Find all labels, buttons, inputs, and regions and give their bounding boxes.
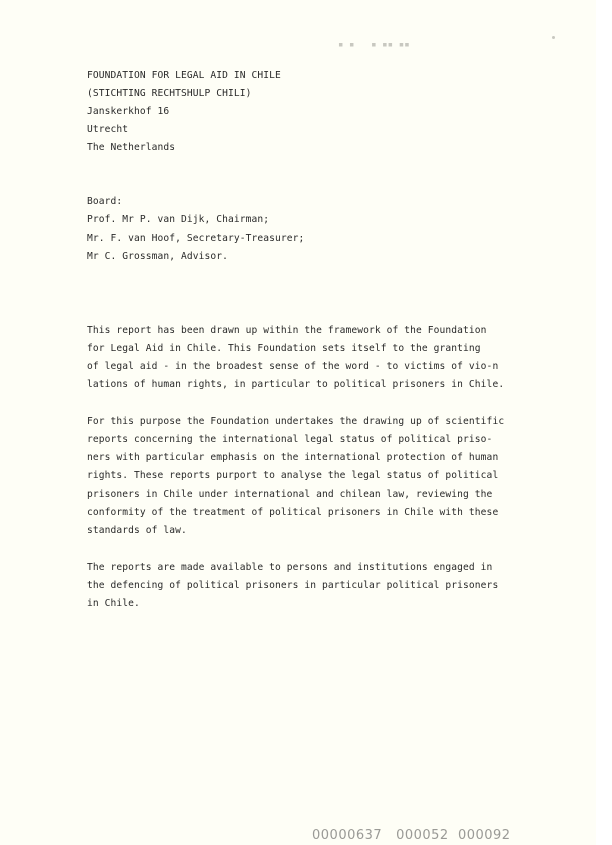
archive-stamp-number: 00000637 000052 000092	[312, 828, 511, 843]
org-name: FOUNDATION FOR LEGAL AID IN CHILE	[87, 70, 281, 81]
board-member: Mr C. Grossman, Advisor.	[87, 251, 229, 262]
corner-mark	[552, 36, 555, 39]
board-heading: Board:	[87, 196, 123, 207]
page-margin	[596, 0, 612, 845]
paragraph-line: This report has been drawn up within the framework of the Foundation	[87, 325, 487, 336]
paragraph-line: prisoners in Chile under international and chilean law, reviewing the	[87, 489, 493, 500]
paragraph-line: ners with particular emphasis on the international protection of human	[87, 452, 499, 463]
paragraph-line: reports concerning the international legal status of political priso-	[87, 434, 493, 445]
paragraph-line: conformity of the treatment of political prisoners in Chile with these	[87, 507, 499, 518]
org-name-dutch: (STICHTING RECHTSHULP CHILI)	[87, 88, 252, 99]
address-city: Utrecht	[87, 124, 129, 135]
paragraph-line: rights. These reports purport to analyse the legal status of political	[87, 470, 499, 481]
paragraph-line: the defencing of political prisoners in particular political prisoners	[87, 580, 499, 591]
paragraph-line: standards of law.	[87, 525, 187, 536]
paragraph-line: For this purpose the Foundation undertakes the drawing up of scientific	[87, 416, 505, 427]
paragraph-line: in Chile.	[87, 598, 140, 609]
paragraph-line: lations of human rights, in particular to political prisoners in Chile.	[87, 379, 505, 390]
faint-bleedthrough: ▪ ▪ ▪ ▪▪ ▪▪	[338, 40, 410, 50]
paragraph-line: The reports are made available to persons and institutions engaged in	[87, 562, 493, 573]
address-country: The Netherlands	[87, 142, 176, 153]
address-street: Janskerkhof 16	[87, 106, 170, 117]
board-member: Prof. Mr P. van Dijk, Chairman;	[87, 214, 270, 225]
paragraph-line: of legal aid - in the broadest sense of the word - to victims of vio-n	[87, 361, 499, 372]
board-member: Mr. F. van Hoof, Secretary-Treasurer;	[87, 233, 305, 244]
paragraph-line: for Legal Aid in Chile. This Foundation sets itself to the granting	[87, 343, 481, 354]
